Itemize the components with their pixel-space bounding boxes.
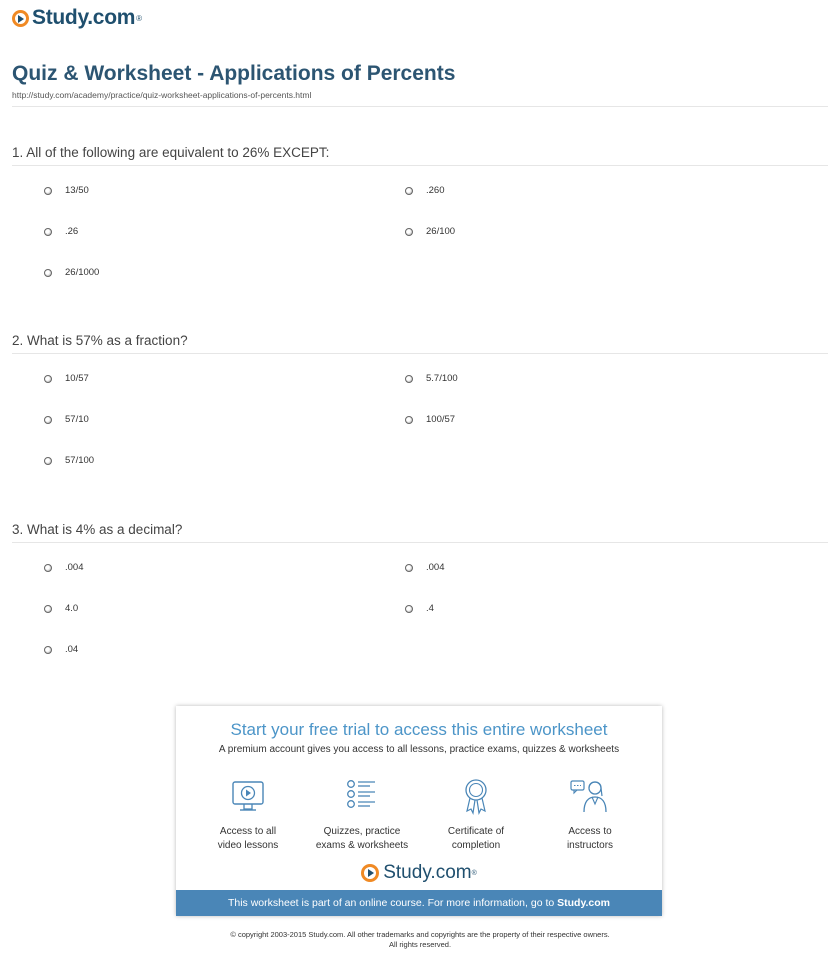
radio-button[interactable] bbox=[405, 228, 413, 236]
question-1-text: 1. All of the following are equivalent to 26% EXCEPT: bbox=[12, 145, 330, 160]
question-2-text: 2. What is 57% as a fraction? bbox=[12, 333, 188, 348]
option-label: 5.7/100 bbox=[426, 373, 458, 384]
promo-brand-logo[interactable] bbox=[176, 862, 662, 884]
divider bbox=[12, 353, 828, 354]
brand-name: Study.com bbox=[32, 6, 136, 29]
option-radio[interactable] bbox=[44, 185, 89, 196]
copyright-footer bbox=[0, 930, 840, 950]
bar-text: This worksheet is part of an online course. For more information, go to bbox=[227, 897, 558, 909]
feature-quizzes bbox=[307, 776, 417, 853]
option-label: 13/50 bbox=[65, 185, 89, 196]
option-label: .26 bbox=[65, 226, 79, 237]
radio-button[interactable] bbox=[44, 564, 52, 572]
feature-label: Access to all video lessons bbox=[217, 826, 279, 851]
radio-button[interactable] bbox=[405, 416, 413, 424]
divider bbox=[12, 542, 828, 543]
option-radio[interactable] bbox=[44, 373, 89, 384]
course-info-bar[interactable] bbox=[176, 890, 662, 916]
page-title: Quiz & Worksheet - Applications of Percents bbox=[12, 62, 456, 85]
instructor-icon bbox=[568, 776, 612, 816]
radio-button[interactable] bbox=[405, 564, 413, 572]
option-label: 57/100 bbox=[65, 455, 95, 466]
rights-line: All rights reserved. bbox=[388, 940, 452, 949]
radio-button[interactable] bbox=[405, 375, 413, 383]
option-label: .4 bbox=[426, 603, 434, 614]
option-radio[interactable] bbox=[44, 226, 78, 237]
study-link[interactable]: Study.com bbox=[557, 897, 611, 909]
option-radio[interactable] bbox=[44, 455, 94, 466]
option-radio[interactable] bbox=[44, 414, 89, 425]
option-label: .004 bbox=[426, 562, 445, 573]
question-3-text: 3. What is 4% as a decimal? bbox=[12, 522, 183, 537]
option-radio[interactable] bbox=[44, 644, 78, 655]
option-label: 10/57 bbox=[65, 373, 89, 384]
play-logo-icon bbox=[12, 10, 29, 27]
video-lesson-icon bbox=[228, 776, 268, 816]
feature-certificate bbox=[421, 776, 531, 853]
quiz-list-icon bbox=[342, 776, 382, 816]
radio-button[interactable] bbox=[44, 228, 52, 236]
option-radio[interactable] bbox=[405, 603, 434, 614]
feature-label: Quizzes, practice exams & worksheets bbox=[315, 826, 409, 851]
feature-label: Certificate of completion bbox=[447, 826, 505, 851]
trademark-mark: ® bbox=[471, 869, 477, 877]
option-radio[interactable] bbox=[44, 562, 84, 573]
trademark-mark: ® bbox=[136, 13, 142, 23]
option-label: 100/57 bbox=[426, 414, 456, 425]
radio-button[interactable] bbox=[44, 187, 52, 195]
brand-logo[interactable] bbox=[12, 6, 142, 30]
radio-button[interactable] bbox=[44, 375, 52, 383]
promo-subline: A premium account gives you access to all lessons, practice exams, quizzes & worksheets bbox=[218, 744, 620, 755]
option-radio[interactable] bbox=[405, 414, 455, 425]
page-url[interactable]: http://study.com/academy/practice/quiz-worksheet-applications-of-percents.html bbox=[12, 90, 312, 100]
option-label: .004 bbox=[65, 562, 84, 573]
radio-button[interactable] bbox=[44, 416, 52, 424]
option-label: .04 bbox=[65, 644, 79, 655]
copyright-line: © copyright 2003-2015 Study.com. All other trademarks and copyrights are the property of their respective owners. bbox=[230, 930, 610, 939]
divider bbox=[12, 165, 828, 166]
option-radio[interactable] bbox=[44, 267, 99, 278]
certificate-ribbon-icon bbox=[456, 776, 496, 816]
radio-button[interactable] bbox=[44, 457, 52, 465]
option-label: 26/100 bbox=[426, 226, 456, 237]
divider bbox=[12, 106, 828, 107]
free-trial-promo[interactable] bbox=[176, 706, 662, 916]
option-radio[interactable] bbox=[44, 603, 78, 614]
feature-video-lessons bbox=[193, 776, 303, 853]
feature-label: Access to instructors bbox=[566, 826, 614, 851]
radio-button[interactable] bbox=[44, 605, 52, 613]
option-label: 4.0 bbox=[65, 603, 79, 614]
radio-button[interactable] bbox=[405, 187, 413, 195]
radio-button[interactable] bbox=[44, 646, 52, 654]
radio-button[interactable] bbox=[405, 605, 413, 613]
play-logo-icon bbox=[361, 864, 379, 882]
option-radio[interactable] bbox=[405, 226, 455, 237]
radio-button[interactable] bbox=[44, 269, 52, 277]
promo-headline[interactable]: Start your free trial to access this entire worksheet bbox=[230, 720, 608, 739]
option-label: .260 bbox=[426, 185, 445, 196]
feature-instructors bbox=[535, 776, 645, 853]
option-label: 57/10 bbox=[65, 414, 89, 425]
option-radio[interactable] bbox=[405, 373, 458, 384]
option-radio[interactable] bbox=[405, 562, 445, 573]
option-label: 26/1000 bbox=[65, 267, 100, 278]
option-radio[interactable] bbox=[405, 185, 445, 196]
promo-brand-name: Study.com bbox=[383, 862, 472, 883]
